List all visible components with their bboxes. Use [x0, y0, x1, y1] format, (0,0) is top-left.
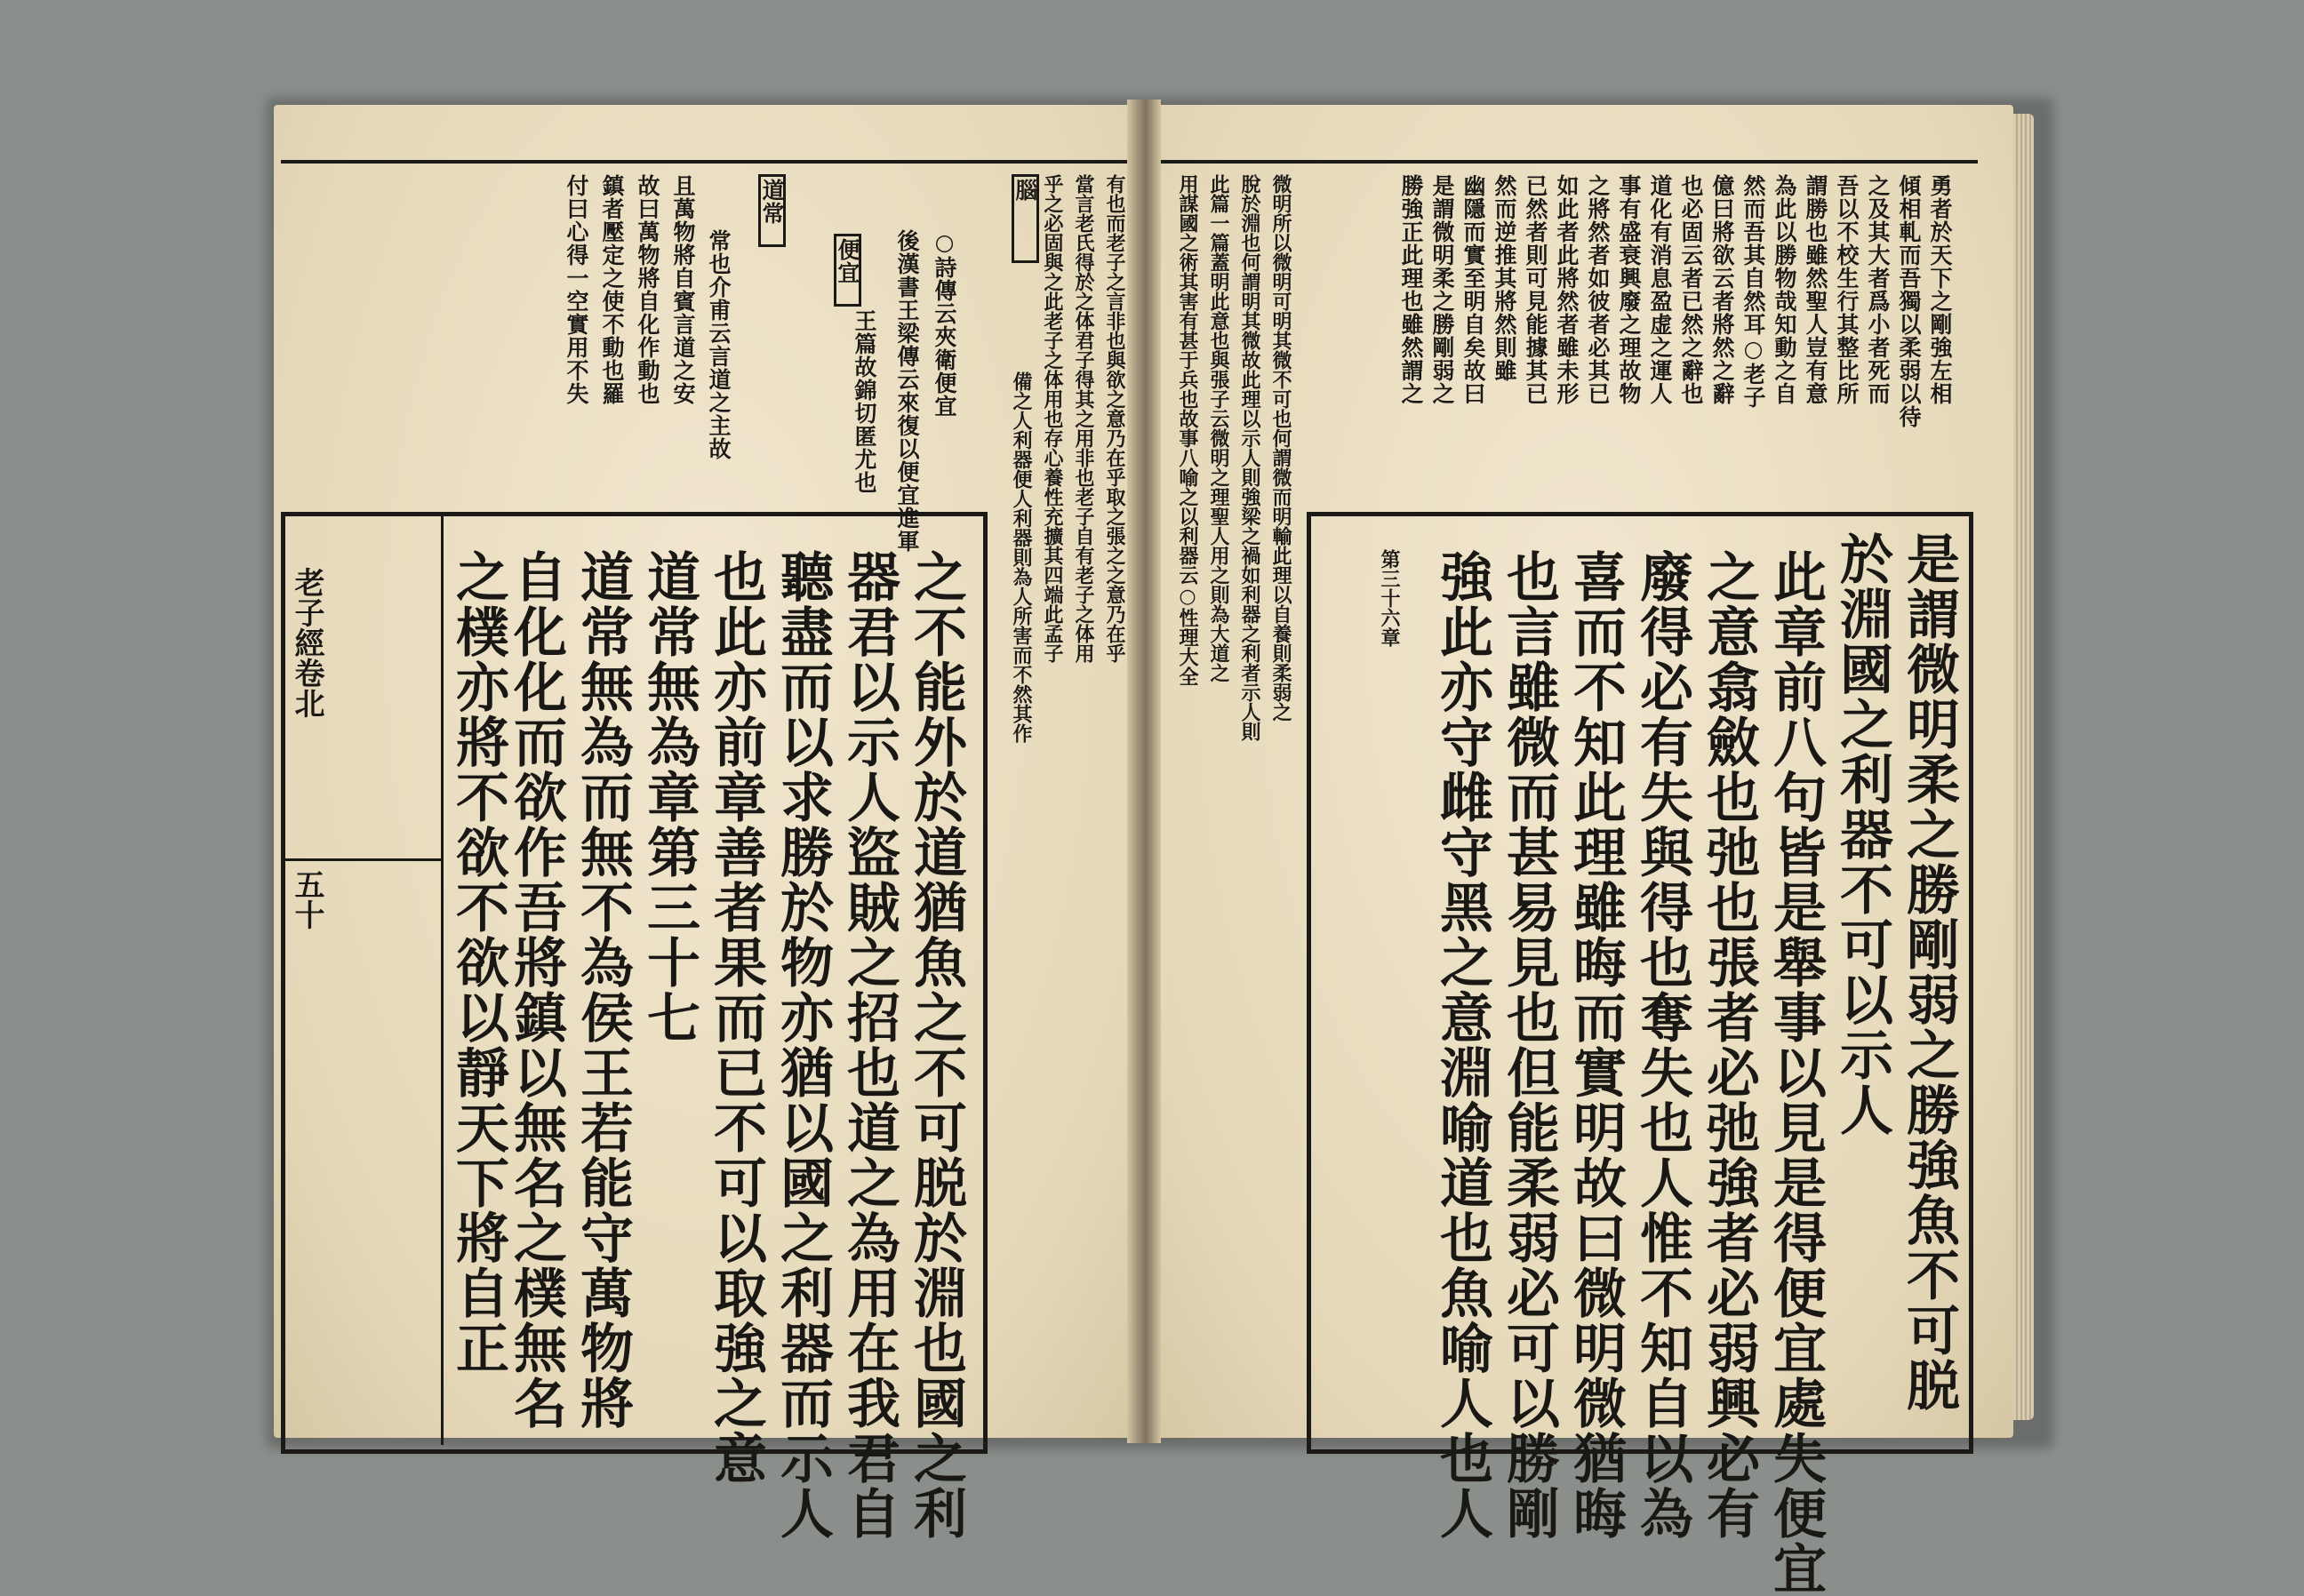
- upper-text-line: 傾相軋而吾獨以柔弱以待: [1896, 174, 1922, 428]
- main-text-line: 於淵國之利器不可以示人: [1831, 531, 1893, 1137]
- upper-note-line: ○詩傳云夾衛便宜: [932, 229, 957, 418]
- main-text-line: 此章前八句皆是舉事以見是得便宜處失便宜: [1764, 549, 1827, 1596]
- main-text-line: 之不能外於道猶魚之不可脱於淵也國之利: [905, 549, 967, 1541]
- book-gutter: [1127, 100, 1161, 1443]
- upper-note-line: 且萬物將自賓言道之安: [670, 174, 696, 405]
- label-note-b: 道常: [758, 174, 786, 247]
- upper-text-line: 是謂微明柔之勝剛弱之: [1429, 174, 1455, 405]
- spine-title: 老子經卷北: [289, 567, 324, 718]
- upper-text-line: 然而逆推其將然則雖: [1492, 174, 1517, 382]
- commentary-line: 有也而老子之言非也與欲之意乃在乎取之張之之意乃在乎: [1103, 174, 1126, 663]
- main-text-line: 之意翕斂也弛也張者必弛強者必弱興必有: [1698, 549, 1760, 1541]
- upper-text-line: 然而吾其自然耳○老子: [1740, 174, 1766, 409]
- label-note-a: 腦: [1012, 174, 1039, 263]
- main-text-line: 之樸亦將不欲不欲以靜天下將自正: [447, 549, 509, 1376]
- upper-text-line: 勇者於天下之剛強左相: [1927, 174, 1953, 405]
- upper-text-line: 勝強正此理也雖然謂之: [1398, 174, 1424, 405]
- main-text-line: 強此亦守雌守黑之意淵喻道也魚喻人也人: [1431, 549, 1493, 1541]
- upper-text-line: 已然者則可見能據其已: [1523, 174, 1548, 405]
- upper-text-line: 之將然者如彼者必其已: [1585, 174, 1611, 405]
- upper-note-line: 故曰萬物將自化作動也: [635, 174, 660, 405]
- upper-text-line: 如此者此將然者雖未形: [1554, 174, 1580, 405]
- upper-text-line: 謂勝也雖然聖人豈有意: [1803, 174, 1828, 405]
- upper-text-line: 幽隱而實至明自矣故曰: [1460, 174, 1486, 405]
- upper-text-line: 為此以勝物哉知動之自: [1772, 174, 1797, 405]
- main-text-line: 也此亦前章善者果而已不可以取強之意: [705, 549, 767, 1486]
- label-note-c: 便宜: [834, 234, 861, 307]
- upper-note-line: 後漢書王梁傳云來復以便宜進軍: [894, 229, 920, 553]
- main-text-line: 聽盡而以求勝於物亦猶以國之利器而示人: [772, 549, 834, 1541]
- main-text-line: 也言雖微而甚易見也但能柔弱必可以勝剛: [1498, 549, 1560, 1541]
- spine-divider: [441, 512, 444, 1445]
- upper-text-line: 也必固云者已然之辭也: [1678, 174, 1704, 405]
- main-text-line: 道常無為而無不為侯王若能守萬物將: [572, 549, 634, 1431]
- commentary-line: 備之人利器便人利器則為人所害而不然其作: [1010, 371, 1033, 743]
- commentary-line: 此篇一篇蓋明此意也與張子云微明之理聖人用之則為大道之: [1207, 174, 1230, 682]
- commentary-line: 乎之必固與之此老子之体用也存心養性充擴其四端此孟子: [1041, 174, 1064, 663]
- upper-text-line: 之及其大者爲小者死而: [1865, 174, 1891, 405]
- main-text-line: 自化化而欲作吾將鎮以無名之樸無名: [505, 549, 567, 1431]
- commentary-line: 用謀國之術其害有甚于兵也故事八喻之以利器云○性理大全: [1176, 174, 1199, 686]
- main-text-line: 是謂微明柔之勝剛弱之勝強魚不可脱: [1898, 531, 1960, 1413]
- upper-note-line: 常也介甫云言道之主故: [706, 229, 732, 460]
- commentary-line: 脫於淵也何謂明其微故此理以示人則強梁之禍如利器之利者示人則: [1238, 174, 1261, 741]
- spine-rule: [283, 858, 441, 861]
- commentary-line: 微明所以微明可明其微不可也何謂微而明輸此理以自養則柔弱之: [1269, 174, 1292, 722]
- top-rule: [1147, 160, 1978, 164]
- chapter-marker: 第三十六章: [1378, 549, 1401, 647]
- top-rule: [281, 160, 1134, 164]
- upper-text-line: 億曰將欲云者將然之辭: [1709, 174, 1735, 405]
- upper-text-line: 事有盛衰興廢之理故物: [1616, 174, 1642, 405]
- right-page: [1147, 105, 2013, 1596]
- main-text-line: 廢得必有失與得也奪失也人惟不知自以為: [1631, 549, 1693, 1541]
- upper-text-line: 吾以不校生行其整比所: [1834, 174, 1860, 405]
- main-text-line: 器君以示人盜賊之招也道之為用在我君自: [838, 549, 900, 1541]
- commentary-line: 當言老氏得於之体君子得其之用非也老子自有老子之体用: [1072, 174, 1095, 663]
- upper-note-line: 鎮者壓定之使不動也羅: [599, 174, 625, 405]
- chapter-heading: 道常無為章第三十七: [638, 549, 700, 1045]
- upper-note-line: 王篇故錦切匿尤也: [852, 309, 877, 494]
- upper-text-line: 道化有消息盈虚之運人: [1647, 174, 1673, 405]
- upper-note-line: 付曰心得一空實用不失: [564, 174, 589, 405]
- main-text-line: 喜而不知此理雖晦而實明故曰微明微猶晦: [1564, 549, 1627, 1541]
- spine-folio: 五十: [289, 869, 324, 930]
- left-page: [274, 105, 1140, 1541]
